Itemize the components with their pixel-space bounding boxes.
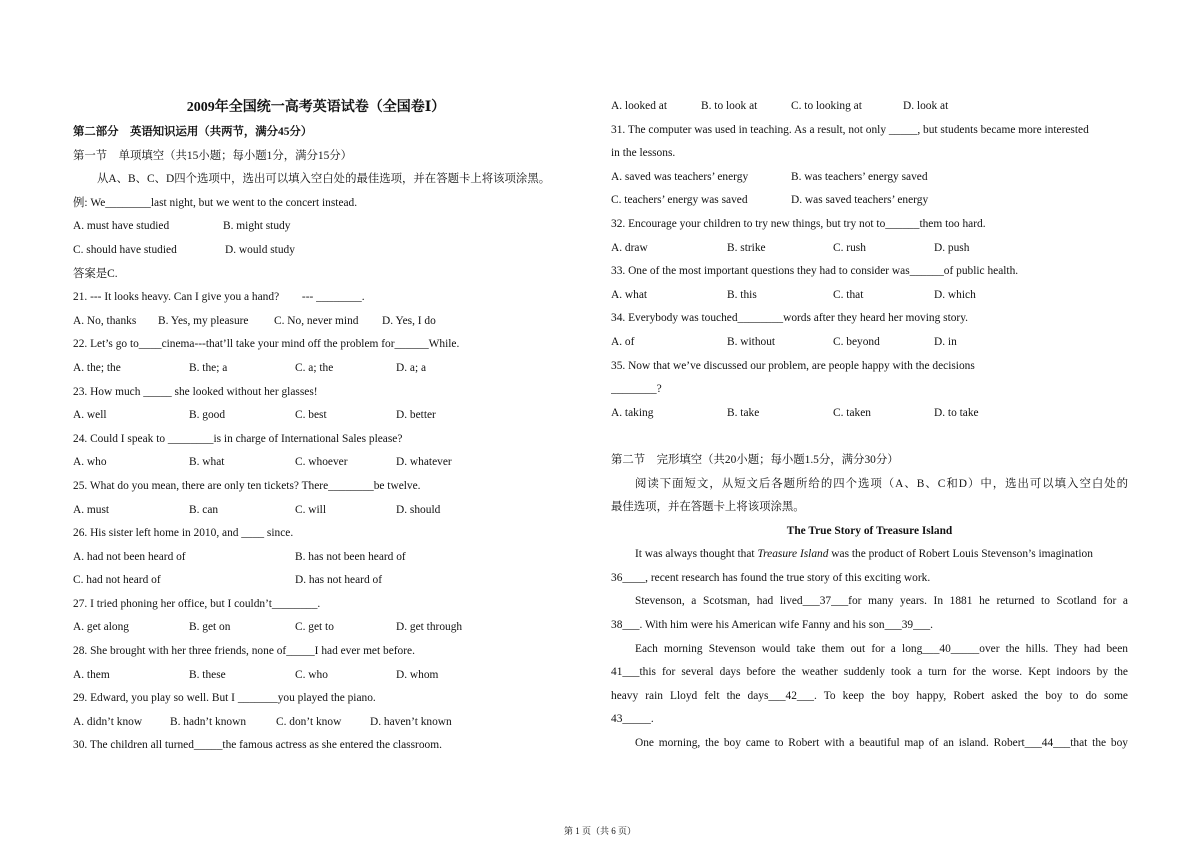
option: D. get through (396, 621, 463, 634)
part-heading: 第二部分 英语知识运用（共两节，满分45分） (73, 126, 313, 138)
question-stem: 21. --- It looks heavy. Can I give you a hand? --- ________. (73, 291, 365, 304)
option: B. this (727, 288, 757, 301)
option: A. taking (611, 406, 654, 419)
option: C. who (295, 668, 328, 681)
option: D. look at (903, 100, 949, 112)
option: A. draw (611, 241, 648, 254)
section2-heading: 第二节 完形填空（共20小题；每小题1.5分，满分30分） (611, 453, 899, 466)
question-stem: 31. The computer was used in teaching. As a result, not only _____, but students became more interested (611, 123, 1089, 136)
option: B. take (727, 406, 760, 419)
example-options-row (73, 215, 559, 239)
option: A. them (73, 668, 110, 681)
option: A. of (611, 335, 635, 348)
option: C. teachers’ energy was saved (611, 194, 748, 207)
option: C. don’t know (276, 715, 342, 728)
options-row (611, 331, 1128, 355)
option: C. rush (833, 241, 866, 254)
example-option: C. should have studied (73, 243, 177, 256)
option: D. to take (934, 406, 979, 419)
options-row (611, 166, 1128, 190)
passage-line: 38___. With him were his American wife Fanny and his son___39___. (611, 619, 934, 632)
option: A. well (73, 409, 107, 422)
option: C. best (295, 409, 327, 422)
question-stem: 28. She brought with her three friends, none of_____I had ever met before. (73, 645, 415, 658)
options-row (611, 402, 1128, 426)
question-stem: 27. I tried phoning her office, but I couldn’t________. (73, 597, 321, 610)
option: B. these (189, 668, 226, 681)
option: B. can (189, 503, 219, 516)
left-column (73, 95, 559, 758)
option: B. the; a (189, 361, 228, 374)
question-stem-continued: ________? (611, 383, 662, 396)
right-column (611, 95, 1128, 756)
section1-heading: 第一节 单项填空（共15小题；每小题1分，满分15分） (73, 149, 353, 162)
passage-line: heavy rain Lloyd felt the days___42___. To keep the boy happy, Robert asked the boy to do some (611, 689, 1128, 702)
options-row (73, 616, 559, 640)
passage-line (611, 543, 1128, 567)
option: C. that (833, 288, 864, 301)
options-row (611, 95, 1128, 119)
option: C. get to (295, 621, 334, 634)
section2-instruction-continued: 最佳选项，并在答题卡上将该项涂黑。 (611, 501, 805, 514)
option: D. Yes, I do (382, 314, 436, 327)
section1-instruction: 从A、B、C、D四个选项中，选出可以填入空白处的最佳选项，并在答题卡上将该项涂黑。 (97, 173, 551, 186)
example-answer: 答案是C. (73, 267, 118, 280)
option: B. hadn’t known (170, 715, 247, 728)
option: D. in (934, 335, 957, 348)
question-stem: 25. What do you mean, there are only ten tickets? There________be twelve. (73, 479, 421, 492)
question-stem: 22. Let’s go to____cinema---that’ll take your mind off the problem for______While. (73, 338, 460, 351)
spacer (611, 425, 1128, 449)
question-stem: 34. Everybody was touched________words after they heard her moving story. (611, 312, 969, 325)
options-row (611, 189, 1128, 213)
example-stem: 例: We________last night, but we went to the concert instead. (73, 196, 358, 209)
passage-title: The True Story of Treasure Island (786, 524, 953, 537)
question-stem: 23. How much _____ she looked without her glasses! (73, 385, 318, 398)
options-row (73, 499, 559, 523)
option: C. a; the (295, 361, 334, 374)
options-row (611, 284, 1128, 308)
option: D. should (396, 503, 441, 516)
option: A. saved was teachers’ energy (611, 170, 749, 183)
option: B. has not been heard of (295, 550, 406, 563)
option: D. has not heard of (295, 574, 382, 587)
question-stem: 35. Now that we’ve discussed our problem, are people happy with the decisions (611, 359, 975, 372)
option: B. was teachers’ energy saved (791, 170, 928, 183)
question-stem: 24. Could I speak to ________is in charge of International Sales please? (73, 432, 403, 445)
passage-line: Each morning Stevenson would take them out for a long___40_____over the hills. They had been (635, 642, 1128, 655)
passage-line: 36____, recent research has found the true story of this exciting work. (611, 571, 931, 584)
option: D. was saved teachers’ energy (791, 194, 929, 207)
option: B. Yes, my pleasure (158, 314, 249, 327)
section2-instruction: 阅读下面短文，从短文后各题所给的四个选项（A、B、C和D）中，选出可以填入空白处的 (635, 477, 1128, 490)
question-stem-continued: in the lessons. (611, 147, 676, 160)
options-row (73, 569, 559, 593)
option: A. what (611, 288, 648, 301)
option: D. whom (396, 668, 439, 681)
option: D. a; a (396, 361, 427, 374)
passage-line: One morning, the boy came to Robert with a beautiful map of an island. Robert___44___that the boy (635, 737, 1128, 750)
option: A. the; the (73, 361, 121, 374)
question-stem: 32. Encourage your children to try new things, but try not to______them too hard. (611, 217, 986, 230)
option: A. No, thanks (73, 314, 137, 327)
option: B. to look at (701, 100, 758, 112)
question-stem: 26. His sister left home in 2010, and ____ since. (73, 527, 294, 540)
option: D. haven’t known (370, 715, 452, 728)
option: A. who (73, 456, 107, 469)
example-option: D. would study (225, 243, 295, 256)
options-row (73, 404, 559, 428)
option: B. without (727, 335, 776, 348)
option: C. will (295, 503, 327, 516)
option: B. good (189, 409, 226, 422)
page-footer: 第 1 页（共 6 页） (563, 826, 636, 836)
options-row (73, 546, 559, 570)
question-stem: 29. Edward, you play so well. But I _______you played the piano. (73, 692, 376, 705)
option: D. which (934, 288, 976, 301)
options-row (611, 237, 1128, 261)
options-row (73, 357, 559, 381)
options-row (73, 711, 559, 735)
option: C. had not heard of (73, 574, 161, 587)
option: D. push (934, 241, 970, 254)
example-option: B. might study (223, 220, 291, 233)
option: A. had not been heard of (73, 550, 186, 563)
example-options-row (73, 239, 559, 263)
option: A. must (73, 503, 110, 516)
option: C. to looking at (791, 100, 862, 112)
option: A. looked at (611, 100, 667, 112)
example-option: A. must have studied (73, 220, 170, 233)
option: D. whatever (396, 456, 452, 469)
option: B. strike (727, 241, 766, 254)
option: A. didn’t know (73, 715, 143, 728)
passage-line: Stevenson, a Scotsman, had lived___37___for many years. In 1881 he returned to Scotland for a (635, 595, 1128, 608)
passage-text: was the product of Robert Louis Stevenson’s imagination (828, 548, 1093, 561)
question-stem: 33. One of the most important questions they had to consider was______of public health. (611, 265, 1019, 278)
option: A. get along (73, 621, 129, 634)
option: C. No, never mind (274, 314, 359, 327)
option: C. whoever (295, 456, 348, 469)
option: D. better (396, 409, 436, 422)
passage-text: It was always thought that (635, 548, 758, 561)
passage-line: 43_____. (611, 713, 654, 726)
question-stem: 30. The children all turned_____the famous actress as she entered the classroom. (73, 739, 442, 752)
option: B. what (189, 456, 225, 469)
page-title: 2009年全国统一高考英语试卷（全国卷Ⅰ） (186, 100, 446, 115)
option: B. get on (189, 621, 231, 634)
book-title: Treasure Island (757, 548, 829, 561)
options-row (73, 310, 559, 334)
passage-line: 41___this for several days before the weather suddenly took a turn for the worse. Kept indoors by the (611, 666, 1128, 679)
option: C. taken (833, 406, 871, 419)
option: C. beyond (833, 335, 880, 348)
options-row (73, 451, 559, 475)
options-row (73, 664, 559, 688)
